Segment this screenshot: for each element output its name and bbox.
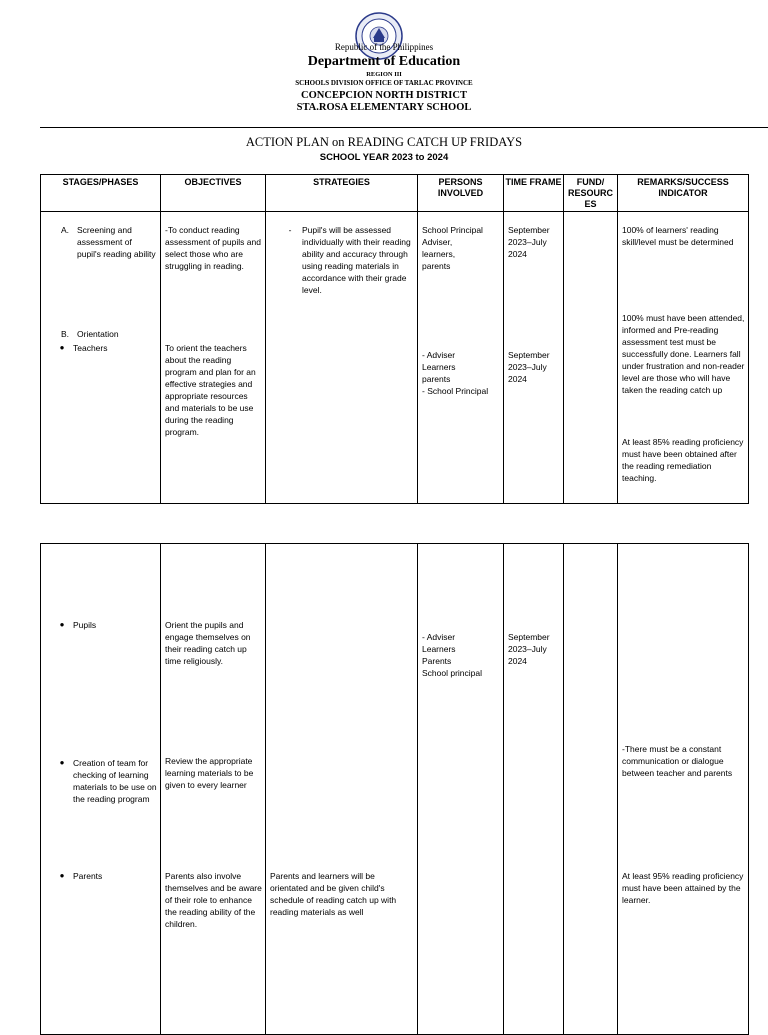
district-line: CONCEPCION NORTH DISTRICT <box>301 90 467 101</box>
remarks-parents: At least 95% reading proficiency must have been attained by the learner. <box>622 871 744 905</box>
stage-b-bullet-text: Teachers <box>73 343 108 353</box>
strategy-parents: Parents and learners will be orientated and be given child's schedule of reading catch up with reading materials as well <box>270 871 397 917</box>
objective-b: To orient the teachers about the reading program and plan for an effective strategies and appropriate resources and materials to be use during the reading program. <box>165 343 256 437</box>
persons-pupils: - Adviser Learners Parents School principal <box>422 632 483 678</box>
strategy-a-text: Pupil's will be assessed individually with their reading ability and accuracy through using reading materials in accordance with their grade level. <box>302 225 411 295</box>
col-header-strategies: STRATEGIES <box>266 175 418 212</box>
region-line: REGION III <box>366 71 402 78</box>
document-title: ACTION PLAN on READING CATCH UP FRIDAYS <box>245 135 523 149</box>
stage-b-text: Orientation <box>77 329 119 339</box>
objective-pupils: Orient the pupils and engage themselves on their reading catch up time religiously. <box>165 620 251 666</box>
time-frame-a: September 2023–July 2024 <box>508 225 550 259</box>
stage-pupils-item <box>55 619 157 631</box>
action-plan-table-page2 <box>40 543 749 1035</box>
col-header-objectives: OBJECTIVES <box>161 175 266 212</box>
table-header-row <box>41 175 749 212</box>
strategy-a-marker: - <box>288 225 292 235</box>
stage-b-item <box>61 328 157 340</box>
action-plan-table-page1 <box>40 174 749 504</box>
objective-a: -To conduct reading assessment of pupils and select those who are struggling in reading. <box>165 225 261 271</box>
header-divider <box>40 127 768 128</box>
col-header-fund: FUND/ RESOURC ES <box>564 175 618 212</box>
school-name: STA.ROSA ELEMENTARY SCHOOL <box>296 102 472 113</box>
col-header-persons: PERSONS INVOLVED <box>418 175 504 212</box>
remarks-team: -There must be a constant communication or dialogue between teacher and parents <box>622 744 733 778</box>
strategy-a-item <box>282 224 414 296</box>
remarks-a: 100% of learners' reading skill/level must be determined <box>622 225 734 247</box>
bullet-icon: ● <box>59 620 65 629</box>
school-year: SCHOOL YEAR 2023 to 2024 <box>319 152 449 163</box>
stage-team-item <box>55 757 157 805</box>
fund-cell <box>564 212 618 504</box>
col-header-stages: STAGES/PHASES <box>41 175 161 212</box>
deped-seal-logo <box>355 12 403 60</box>
division-line: SCHOOLS DIVISION OFFICE OF TARLAC PROVINCE <box>295 79 473 87</box>
stage-b-bullet-item <box>55 342 157 354</box>
col-header-remarks: REMARKS/SUCCESS INDICATOR <box>618 175 749 212</box>
stage-pupils-text: Pupils <box>73 620 97 630</box>
stage-parents-text: Parents <box>73 871 103 881</box>
stage-team-text: Creation of team for checking of learning materials to be use on the reading program <box>73 758 157 804</box>
objective-parents: Parents also involve themselves and be aware of their role to enhance the reading ability of the children. <box>165 871 262 929</box>
remarks-b: 100% must have been attended, informed and Pre-reading assessment test must be successfully done. Learners fall under frustration and non-reader level are those who will have taken the reading catch up <box>622 313 745 395</box>
department-name: Department of Education <box>307 54 461 69</box>
republic-line: Republic of the Philippines <box>334 42 434 52</box>
persons-b: - Adviser Learners parents - School Principal <box>422 350 489 396</box>
persons-a: School Principal Adviser, learners, parents <box>422 225 483 271</box>
stage-a-item <box>61 224 157 260</box>
stage-a-text: Screening and assessment of pupil's reading ability <box>77 225 156 259</box>
table-row <box>41 544 749 1035</box>
col-header-time-frame: TIME FRAME <box>504 175 564 212</box>
table-row <box>41 212 749 504</box>
bullet-icon: ● <box>59 758 65 767</box>
stage-b-marker: B. <box>61 329 70 339</box>
bullet-icon: ● <box>59 343 65 352</box>
time-frame-pupils: September 2023–July 2024 <box>508 632 550 666</box>
fund-cell <box>564 544 618 1035</box>
stage-a-marker: A. <box>61 225 70 235</box>
stage-parents-item <box>55 870 157 882</box>
remarks-c: At least 85% reading proficiency must have been obtained after the reading remediation teaching. <box>622 437 744 483</box>
bullet-icon: ● <box>59 871 65 880</box>
time-frame-b: September 2023–July 2024 <box>508 350 550 384</box>
objective-team: Review the appropriate learning materials to be given to every learner <box>165 756 254 790</box>
